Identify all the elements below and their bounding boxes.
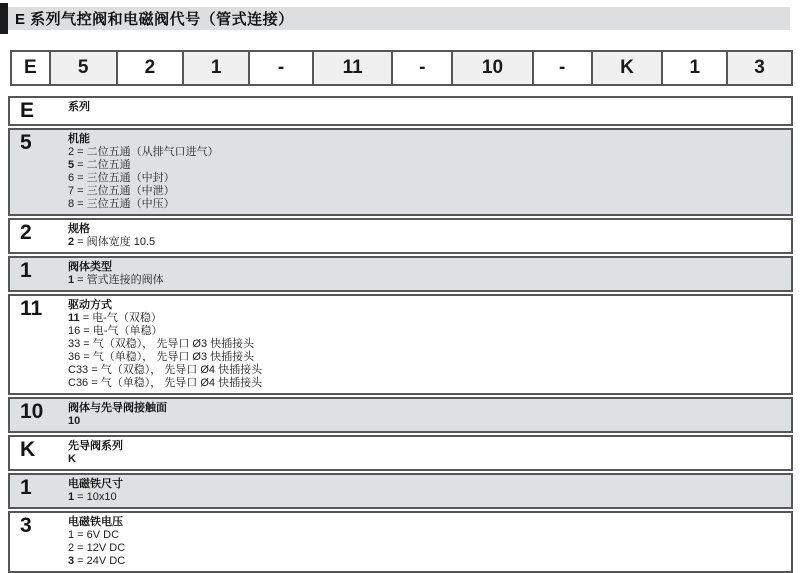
option-key: 1 [68,274,75,286]
table-row [8,511,793,573]
option-line [68,159,785,172]
option-description: = 气（双稳）， 先导口 Ø4 快插接头 [88,364,263,376]
option-key: 5 [68,159,75,171]
option-key: 3 [68,555,75,567]
row-heading: 先导阀系列 [68,440,123,452]
model-code-row [10,50,793,86]
option-key: K [68,453,76,465]
row-heading: 电磁铁尺寸 [68,478,123,490]
row-content [68,220,791,252]
row-heading: 机能 [68,133,90,145]
option-description: = 电-气（双稳） [79,312,162,324]
row-heading: 阀体与先导阀接触面 [68,402,167,414]
option-description: = 10x10 [74,491,117,503]
option-line [68,236,785,249]
code-cell: - [250,52,314,84]
row-code: 10 [20,400,44,423]
row-content [68,130,791,214]
row-content [68,296,791,393]
code-cell: - [534,52,593,84]
code-cell: 1 [663,52,728,84]
title-bar [0,0,800,37]
row-heading: 电磁铁电压 [68,516,123,528]
row-code: 11 [20,297,43,320]
code-cell: 1 [184,52,250,84]
row-content [68,258,791,290]
option-description: = 气（双稳）， 先导口 Ø3 快插接头 [80,338,255,350]
code-cell: - [393,52,453,84]
code-explanation-table [8,96,793,573]
row-code: 3 [20,514,32,537]
option-line [68,351,785,364]
row-content [68,513,791,571]
option-line [68,274,785,287]
option-line [68,185,785,198]
row-content [68,437,791,469]
option-description: = 二位五通 [74,159,131,171]
row-content [68,98,791,124]
row-heading: 系列 [68,101,90,113]
table-row [8,256,793,292]
code-cell: 2 [118,52,185,84]
row-code: 2 [20,221,32,244]
title-accent-bar [0,3,8,34]
option-key: 10 [68,415,81,427]
row-code: 1 [20,476,32,499]
option-key: 36 [68,351,81,363]
option-line [68,338,785,351]
option-key: C33 [68,364,89,376]
option-description: = 气（单稳）， 先导口 Ø4 快插接头 [88,377,263,389]
option-description: = 电-气（单稳） [80,325,163,337]
code-cell: E [12,52,51,84]
table-row [8,218,793,254]
option-line [68,453,785,466]
row-code: K [20,438,36,461]
page-title: E 系列气控阀和电磁阀代号（管式连接） [15,11,294,28]
table-row [8,397,793,433]
code-cell: 5 [51,52,118,84]
option-description: = 三位五通（中压） [74,198,175,210]
option-line [68,377,785,390]
row-code: 1 [20,259,32,282]
option-description: = 三位五通（中泄） [74,185,175,197]
option-line [68,364,785,377]
option-line [68,555,785,568]
row-heading: 驱动方式 [68,299,112,311]
row-code: 5 [20,131,32,154]
option-key: 11 [68,312,80,324]
option-key: 1 [68,491,75,503]
option-key: C36 [68,377,89,389]
option-description: = 二位五通（从排气口进气） [74,146,219,158]
option-key: 2 [68,236,75,248]
option-line [68,415,785,428]
option-description: = 6V DC [74,529,120,541]
table-row [8,435,793,471]
row-code: E [20,99,35,122]
code-cell: 11 [314,52,393,84]
option-key: 16 [68,325,81,337]
code-cell: 3 [728,52,791,84]
option-description: = 气（单稳）， 先导口 Ø3 快插接头 [80,351,255,363]
option-description: = 阀体宽度 10.5 [74,236,156,248]
row-content [68,399,791,431]
row-heading: 规格 [68,223,90,235]
option-key: 7 [68,185,75,197]
option-key: 1 [68,529,75,541]
option-line [68,198,785,211]
option-line [68,542,785,555]
option-key: 2 [68,542,75,554]
option-description: = 24V DC [74,555,126,567]
option-line [68,146,785,159]
code-cell: K [593,52,664,84]
option-key: 2 [68,146,75,158]
table-row [8,128,793,216]
option-line [68,529,785,542]
option-line [68,325,785,338]
option-key: 8 [68,198,75,210]
option-description: = 12V DC [74,542,126,554]
table-row [8,473,793,509]
table-row [8,96,793,126]
option-description: = 管式连接的阀体 [74,274,164,286]
option-line [68,491,785,504]
row-content [68,475,791,507]
code-cell: 10 [453,52,533,84]
row-heading: 阀体类型 [68,261,112,273]
option-key: 6 [68,172,75,184]
title-band [8,7,790,30]
option-line [68,172,785,185]
option-description: = 三位五通（中封） [74,172,175,184]
option-key: 33 [68,338,81,350]
table-row [8,294,793,395]
option-line [68,312,785,325]
